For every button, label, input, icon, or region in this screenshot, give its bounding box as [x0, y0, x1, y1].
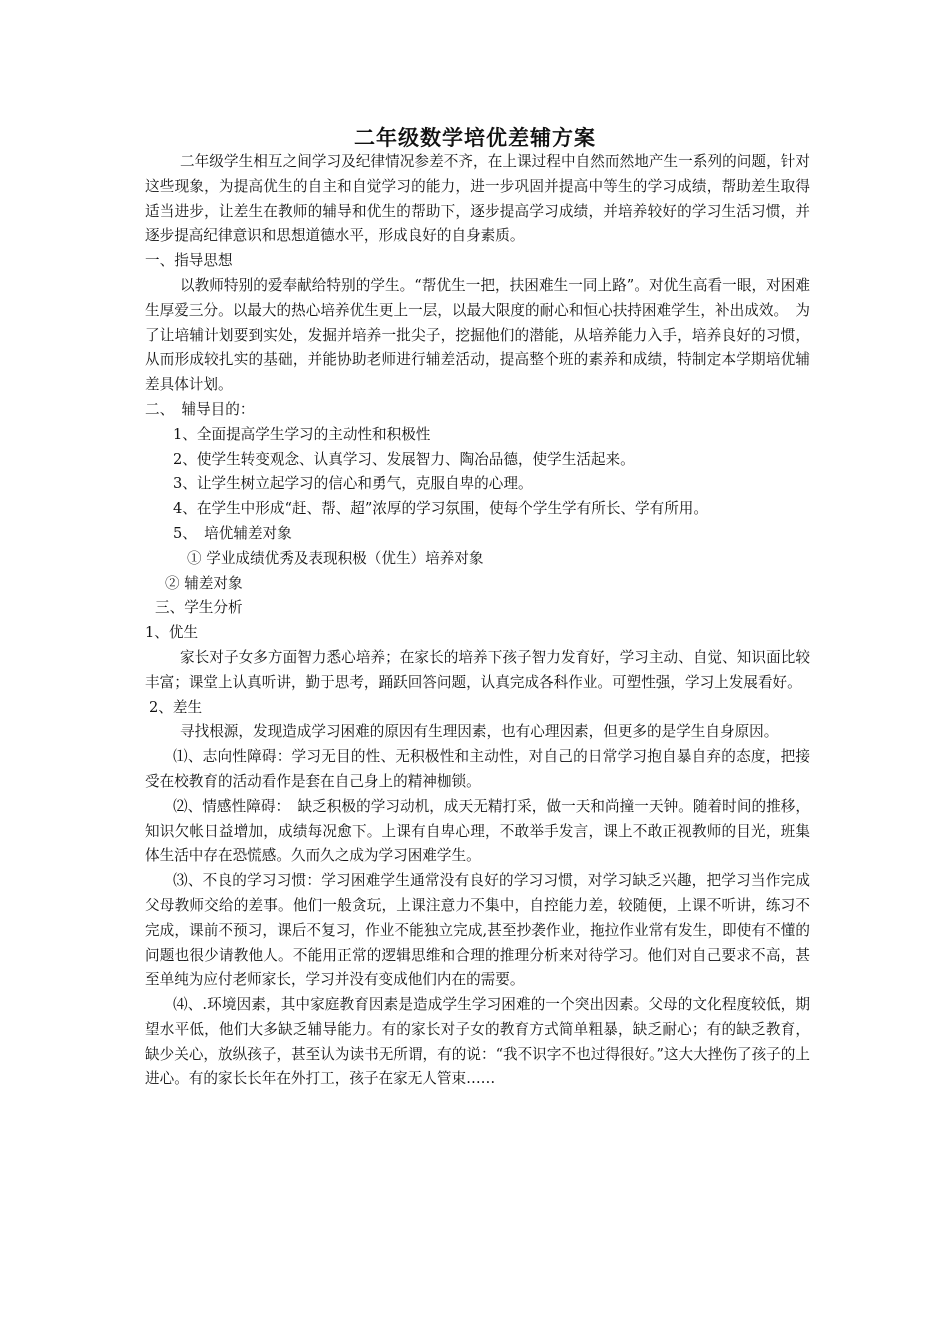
document-body [145, 150, 810, 1092]
target-sub-item: ① 学业成绩优秀及表现积极（优生）培养对象 [187, 549, 484, 567]
cause-paragraph: ⑵、情感性障碍： 缺乏积极的学习动机，成天无精打采，做一天和尚撞一天钟。随着时间的推移，知识欠帐日益增加，成绩每况愈下。上课有自卑心理，不敢举手发言，课上不敢正视教师的目光，班集体生活中存在恐慌感。久而久之成为学习困难学生。 [145, 797, 810, 865]
cause-paragraph: ⑷、.环境因素，其中家庭教育因素是造成学生学习困难的一个突出因素。父母的文化程度较低，期望水平低，他们大多缺乏辅导能力。有的家长对子女的教育方式简单粗暴，缺乏耐心；有的缺乏教育，缺少关心，放纵孩子，甚至认为读书无所谓，有的说：“我不识字不也过得很好。”这大大挫伤了孩子的上进心。有的家长长年在外打工，孩子在家无人管束…… [145, 996, 810, 1088]
target-sub-item: ② 辅差对象 [165, 574, 243, 592]
goal-item: 4、在学生中形成“赶、帮、超”浓厚的学习氛围，使每个学生学有所长、学有所用。 [173, 500, 708, 518]
document-title: 二年级数学培优差辅方案 [354, 125, 596, 150]
poor-students-heading: 2、差生 [149, 698, 203, 716]
cause-paragraph: ⑴、志向性障碍：学习无目的性、无积极性和主动性，对自己的日常学习抱自暴自弃的态度，把接受在校教育的活动看作是套在自己身上的精神枷锁。 [145, 748, 810, 790]
goal-item: 2、使学生转变观念、认真学习、发展智力、陶冶品德，使学生活起来。 [173, 450, 635, 468]
good-students-heading: 1、优生 [145, 624, 199, 642]
cause-paragraph: ⑶、不良的学习习惯：学习困难学生通常没有良好的学习习惯，对学习缺乏兴趣，把学习当作完成父母教师交给的差事。他们一般贪玩，上课注意力不集中，自控能力差，较随便，上课不听讲，练习不完成，课前不预习，课后不复习，作业不能独立完成,甚至抄袭作业，拖拉作业常有发生，即使有不懂的问题也很少请教他人。不能用正常的逻辑思维和合理的推理分析来对待学习。他们对自己要求不高，甚至单纯为应付老师家长，学习并没有变成他们内在的需要。 [145, 872, 810, 989]
section1-paragraph: 以教师特别的爱奉献给特别的学生。“帮优生一把，扶困难生一同上路”。对优生高看一眼，对困难生厚爱三分。以最大的热心培养优生更上一层，以最大限度的耐心和恒心扶持困难学生，补出成效。 为了让培辅计划要到实处，发掘并培养一批尖子，挖掘他们的潜能，从培养能力入手，培养良好的习惯，从而形成较扎实的基础，并能协助老师进行辅差活动，提高整个班的素养和成绩，特制定本学期培优辅差具体计划。 [145, 276, 810, 394]
goal-item: 3、让学生树立起学习的信心和勇气，克服自卑的心理。 [173, 475, 533, 493]
good-students-paragraph: 家长对子女多方面智力悉心培养；在家长的培养下孩子智力发育好，学习主动、自觉、知识面比较丰富；课堂上认真听讲，勤于思考，踊跃回答问题，认真完成各科作业。可塑性强，学习上发展看好。 [145, 648, 810, 691]
goal-item: 1、全面提高学生学习的主动性和积极性 [173, 425, 431, 443]
section3-heading: 三、学生分析 [155, 599, 243, 617]
poor-students-paragraph: 寻找根源，发现造成学习困难的原因有生理因素，也有心理因素，但更多的是学生自身原因。 [180, 723, 779, 741]
intro-paragraph: 二年级学生相互之间学习及纪律情况参差不齐，在上课过程中自然而然地产生一系列的问题，针对这些现象，为提高优生的自主和自觉学习的能力，进一步巩固并提高中等生的学习成绩，帮助差生取得适当进步，让差生在教师的辅导和优生的帮助下，逐步提高学习成绩，并培养较好的学习生活习惯，并逐步提高纪律意识和思想道德水平，形成良好的自身素质。 [145, 153, 810, 245]
section1-heading: 一、指导思想 [145, 252, 233, 270]
goal-item: 5、 培优辅差对象 [173, 524, 292, 542]
section2-heading: 二、 辅导目的： [145, 400, 255, 418]
